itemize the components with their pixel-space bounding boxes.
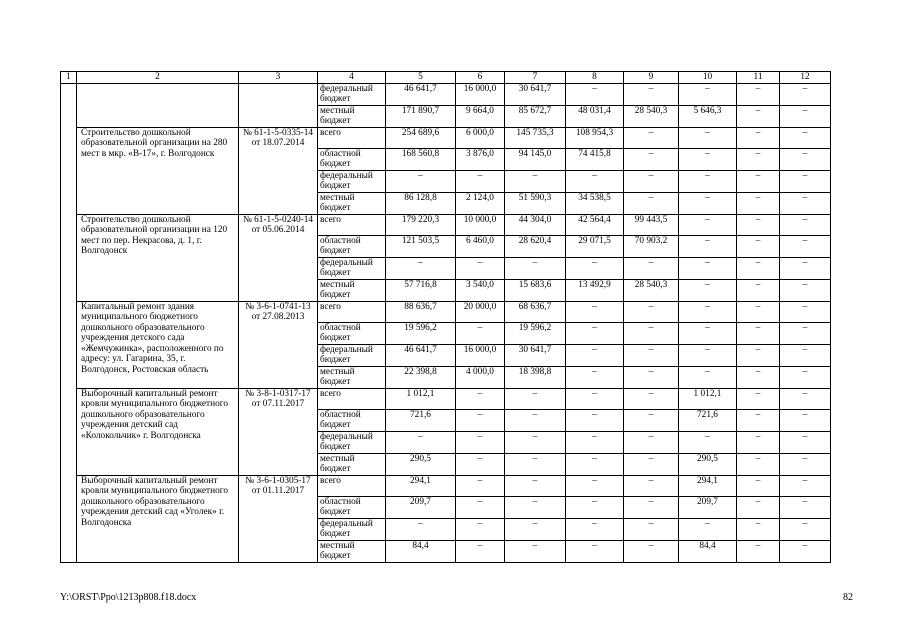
amount-cell: 28 620,4 bbox=[505, 235, 566, 257]
amount-cell: 179 220,3 bbox=[386, 214, 456, 235]
amount-cell: – bbox=[624, 83, 679, 105]
object-name-cell: Выборочный капитальный ремонт кровли муниципального бюджетного дошкольного образовательного учреждения детский сад «Уголек» г. Волгодонска bbox=[77, 475, 239, 562]
funding-source-cell: федеральный бюджет bbox=[318, 257, 386, 279]
amount-cell: – bbox=[386, 431, 456, 453]
amount-cell: – bbox=[780, 475, 831, 496]
amount-cell: 209,7 bbox=[679, 496, 737, 518]
amount-cell: 145 735,3 bbox=[505, 127, 566, 148]
amount-cell: 42 564,4 bbox=[566, 214, 624, 235]
amount-cell: – bbox=[624, 518, 679, 540]
amount-cell: – bbox=[780, 214, 831, 235]
amount-cell: – bbox=[780, 127, 831, 148]
amount-cell: – bbox=[566, 388, 624, 409]
amount-cell: – bbox=[737, 257, 780, 279]
amount-cell: – bbox=[505, 431, 566, 453]
amount-cell: 88 636,7 bbox=[386, 301, 456, 322]
table-row bbox=[61, 301, 831, 322]
funding-source-cell: федеральный бюджет bbox=[318, 344, 386, 366]
amount-cell: 29 071,5 bbox=[566, 235, 624, 257]
amount-cell: – bbox=[566, 322, 624, 344]
amount-cell: – bbox=[780, 192, 831, 214]
amount-cell: 6 000,0 bbox=[456, 127, 505, 148]
amount-cell: – bbox=[624, 453, 679, 475]
amount-cell: 48 031,4 bbox=[566, 105, 624, 127]
amount-cell: – bbox=[737, 235, 780, 257]
amount-cell: – bbox=[780, 344, 831, 366]
amount-cell: – bbox=[386, 518, 456, 540]
funding-source-cell: федеральный бюджет bbox=[318, 431, 386, 453]
funding-source-cell: всего bbox=[318, 214, 386, 235]
table-row bbox=[61, 83, 831, 105]
amount-cell: – bbox=[737, 388, 780, 409]
amount-cell: 94 145,0 bbox=[505, 148, 566, 170]
amount-cell: – bbox=[566, 257, 624, 279]
amount-cell: – bbox=[737, 496, 780, 518]
amount-cell: – bbox=[624, 496, 679, 518]
amount-cell: 28 540,3 bbox=[624, 105, 679, 127]
table-body bbox=[61, 72, 831, 563]
amount-cell: – bbox=[456, 518, 505, 540]
table-row bbox=[61, 214, 831, 235]
column-number: 2 bbox=[77, 72, 239, 84]
amount-cell: – bbox=[780, 366, 831, 388]
funding-source-cell: местный бюджет bbox=[318, 453, 386, 475]
amount-cell: – bbox=[679, 366, 737, 388]
amount-cell: 171 890,7 bbox=[386, 105, 456, 127]
amount-cell: – bbox=[456, 322, 505, 344]
amount-cell: 4 000,0 bbox=[456, 366, 505, 388]
amount-cell: – bbox=[566, 366, 624, 388]
amount-cell: – bbox=[737, 105, 780, 127]
amount-cell: 85 672,7 bbox=[505, 105, 566, 127]
amount-cell: 5 646,3 bbox=[679, 105, 737, 127]
amount-cell: – bbox=[780, 453, 831, 475]
amount-cell: 294,1 bbox=[679, 475, 737, 496]
column-number: 9 bbox=[624, 72, 679, 84]
object-name-cell: Строительство дошкольной образовательной организации на 120 мест по пер. Некрасова, д. 1, г. Волгодонск bbox=[77, 214, 239, 301]
amount-cell: – bbox=[386, 170, 456, 192]
amount-cell: – bbox=[780, 518, 831, 540]
funding-source-cell: всего bbox=[318, 127, 386, 148]
column-number: 7 bbox=[505, 72, 566, 84]
amount-cell: – bbox=[780, 83, 831, 105]
amount-cell: – bbox=[456, 409, 505, 431]
funding-source-cell: местный бюджет bbox=[318, 279, 386, 301]
object-name-cell: Выборочный капитальный ремонт кровли муниципального бюджетного дошкольного образовательного учреждения детский сад «Колокольчик» г. Волгодонска bbox=[77, 388, 239, 475]
amount-cell: – bbox=[780, 279, 831, 301]
amount-cell: – bbox=[737, 170, 780, 192]
amount-cell: – bbox=[737, 148, 780, 170]
column-number: 1 bbox=[61, 72, 77, 84]
amount-cell: 13 492,9 bbox=[566, 279, 624, 301]
amount-cell: – bbox=[624, 127, 679, 148]
amount-cell: 290,5 bbox=[679, 453, 737, 475]
funding-source-cell: федеральный бюджет bbox=[318, 83, 386, 105]
amount-cell: – bbox=[737, 127, 780, 148]
amount-cell: 84,4 bbox=[386, 540, 456, 562]
amount-cell: – bbox=[566, 170, 624, 192]
amount-cell: 6 460,0 bbox=[456, 235, 505, 257]
amount-cell: 19 596,2 bbox=[386, 322, 456, 344]
amount-cell: – bbox=[737, 431, 780, 453]
amount-cell: 20 000,0 bbox=[456, 301, 505, 322]
amount-cell: – bbox=[780, 431, 831, 453]
amount-cell: – bbox=[505, 518, 566, 540]
amount-cell: – bbox=[505, 409, 566, 431]
amount-cell: – bbox=[456, 453, 505, 475]
amount-cell: – bbox=[624, 540, 679, 562]
amount-cell: – bbox=[456, 170, 505, 192]
amount-cell: – bbox=[624, 388, 679, 409]
amount-cell: 290,5 bbox=[386, 453, 456, 475]
amount-cell: 74 415,8 bbox=[566, 148, 624, 170]
amount-cell: 294,1 bbox=[386, 475, 456, 496]
amount-cell: – bbox=[566, 518, 624, 540]
column-number: 8 bbox=[566, 72, 624, 84]
amount-cell: – bbox=[566, 540, 624, 562]
amount-cell: 10 000,0 bbox=[456, 214, 505, 235]
amount-cell: 19 596,2 bbox=[505, 322, 566, 344]
amount-cell: – bbox=[624, 344, 679, 366]
funding-source-cell: областной бюджет bbox=[318, 235, 386, 257]
amount-cell: – bbox=[566, 496, 624, 518]
amount-cell: – bbox=[780, 105, 831, 127]
registration-number-cell: № 61-1-5-0240-14 от 05.06.2014 bbox=[239, 214, 318, 301]
table-row bbox=[61, 127, 831, 148]
amount-cell: – bbox=[780, 301, 831, 322]
object-name-cell bbox=[77, 83, 239, 127]
amount-cell: – bbox=[737, 214, 780, 235]
amount-cell: – bbox=[566, 475, 624, 496]
column-number: 12 bbox=[780, 72, 831, 84]
amount-cell: 28 540,3 bbox=[624, 279, 679, 301]
budget-table bbox=[60, 71, 831, 563]
funding-source-cell: областной бюджет bbox=[318, 322, 386, 344]
column-number: 3 bbox=[239, 72, 318, 84]
amount-cell: – bbox=[780, 540, 831, 562]
amount-cell: – bbox=[679, 322, 737, 344]
amount-cell: – bbox=[505, 453, 566, 475]
amount-cell: – bbox=[737, 279, 780, 301]
amount-cell: – bbox=[624, 431, 679, 453]
amount-cell: – bbox=[566, 453, 624, 475]
amount-cell: – bbox=[737, 453, 780, 475]
amount-cell: 16 000,0 bbox=[456, 344, 505, 366]
amount-cell: 46 641,7 bbox=[386, 83, 456, 105]
column-number: 6 bbox=[456, 72, 505, 84]
document-file-path: Y:\ORST\Ppo\1213p808.f18.docx bbox=[60, 592, 197, 603]
amount-cell: – bbox=[780, 322, 831, 344]
amount-cell: – bbox=[679, 192, 737, 214]
amount-cell: – bbox=[566, 409, 624, 431]
registration-number-cell: № 3-8-1-0317-17 от 07.11.2017 bbox=[239, 388, 318, 475]
amount-cell: 121 503,5 bbox=[386, 235, 456, 257]
amount-cell: 70 903,2 bbox=[624, 235, 679, 257]
object-name-cell: Капитальный ремонт здания муниципального бюджетного дошкольного образовательного учреждения детского сада «Жемчужинка», расположенного по адресу: ул. Гагарина, 35, г. Волгодонск, Ростовская область bbox=[77, 301, 239, 388]
amount-cell: – bbox=[679, 170, 737, 192]
amount-cell: 34 538,5 bbox=[566, 192, 624, 214]
amount-cell: 22 398,8 bbox=[386, 366, 456, 388]
amount-cell: – bbox=[456, 257, 505, 279]
column-number: 10 bbox=[679, 72, 737, 84]
amount-cell: – bbox=[780, 235, 831, 257]
amount-cell: – bbox=[456, 496, 505, 518]
amount-cell: – bbox=[505, 170, 566, 192]
amount-cell: 46 641,7 bbox=[386, 344, 456, 366]
funding-source-cell: всего bbox=[318, 475, 386, 496]
amount-cell: – bbox=[566, 83, 624, 105]
amount-cell: 2 124,0 bbox=[456, 192, 505, 214]
amount-cell: – bbox=[780, 409, 831, 431]
amount-cell: – bbox=[624, 192, 679, 214]
amount-cell: – bbox=[679, 301, 737, 322]
amount-cell: – bbox=[679, 148, 737, 170]
amount-cell: – bbox=[679, 518, 737, 540]
amount-cell: 16 000,0 bbox=[456, 83, 505, 105]
amount-cell: 3 540,0 bbox=[456, 279, 505, 301]
amount-cell: – bbox=[505, 540, 566, 562]
column-number: 5 bbox=[386, 72, 456, 84]
row-number-cell bbox=[61, 83, 77, 562]
funding-source-cell: местный бюджет bbox=[318, 366, 386, 388]
amount-cell: – bbox=[505, 257, 566, 279]
amount-cell: 254 689,6 bbox=[386, 127, 456, 148]
table-row bbox=[61, 388, 831, 409]
amount-cell: – bbox=[566, 301, 624, 322]
amount-cell: – bbox=[679, 214, 737, 235]
funding-source-cell: местный бюджет bbox=[318, 105, 386, 127]
amount-cell: – bbox=[624, 409, 679, 431]
amount-cell: – bbox=[624, 148, 679, 170]
amount-cell: – bbox=[737, 475, 780, 496]
amount-cell: 1 012,1 bbox=[386, 388, 456, 409]
amount-cell: – bbox=[386, 257, 456, 279]
amount-cell: 99 443,5 bbox=[624, 214, 679, 235]
table-row bbox=[61, 475, 831, 496]
amount-cell: 86 128,8 bbox=[386, 192, 456, 214]
amount-cell: – bbox=[737, 518, 780, 540]
page-number: 82 bbox=[843, 592, 853, 603]
amount-cell: – bbox=[780, 257, 831, 279]
funding-source-cell: федеральный бюджет bbox=[318, 518, 386, 540]
amount-cell: – bbox=[624, 366, 679, 388]
amount-cell: – bbox=[456, 475, 505, 496]
funding-source-cell: областной бюджет bbox=[318, 496, 386, 518]
amount-cell: – bbox=[624, 170, 679, 192]
amount-cell: – bbox=[780, 170, 831, 192]
amount-cell: – bbox=[780, 388, 831, 409]
object-name-cell: Строительство дошкольной образовательной организации на 280 мест в мкр. «В-17», г. Волгодонск bbox=[77, 127, 239, 214]
amount-cell: – bbox=[505, 388, 566, 409]
amount-cell: 18 398,8 bbox=[505, 366, 566, 388]
amount-cell: – bbox=[566, 431, 624, 453]
amount-cell: 3 876,0 bbox=[456, 148, 505, 170]
amount-cell: – bbox=[737, 301, 780, 322]
amount-cell: 108 954,3 bbox=[566, 127, 624, 148]
amount-cell: – bbox=[780, 496, 831, 518]
amount-cell: – bbox=[679, 257, 737, 279]
amount-cell: – bbox=[737, 83, 780, 105]
amount-cell: 9 664,0 bbox=[456, 105, 505, 127]
amount-cell: – bbox=[737, 409, 780, 431]
amount-cell: – bbox=[679, 127, 737, 148]
amount-cell: 1 012,1 bbox=[679, 388, 737, 409]
amount-cell: – bbox=[737, 192, 780, 214]
amount-cell: – bbox=[737, 540, 780, 562]
column-number-row bbox=[61, 72, 831, 84]
amount-cell: – bbox=[456, 388, 505, 409]
amount-cell: – bbox=[679, 279, 737, 301]
funding-source-cell: всего bbox=[318, 301, 386, 322]
amount-cell: – bbox=[624, 257, 679, 279]
amount-cell: – bbox=[679, 431, 737, 453]
amount-cell: – bbox=[505, 475, 566, 496]
registration-number-cell bbox=[239, 83, 318, 127]
amount-cell: – bbox=[456, 431, 505, 453]
funding-source-cell: местный бюджет bbox=[318, 192, 386, 214]
amount-cell: 15 683,6 bbox=[505, 279, 566, 301]
amount-cell: – bbox=[505, 496, 566, 518]
amount-cell: – bbox=[679, 235, 737, 257]
amount-cell: 721,6 bbox=[386, 409, 456, 431]
column-number: 11 bbox=[737, 72, 780, 84]
funding-source-cell: местный бюджет bbox=[318, 540, 386, 562]
amount-cell: – bbox=[679, 344, 737, 366]
amount-cell: – bbox=[679, 83, 737, 105]
registration-number-cell: № 61-1-5-0335-14 от 18.07.2014 bbox=[239, 127, 318, 214]
amount-cell: – bbox=[737, 366, 780, 388]
amount-cell: 721,6 bbox=[679, 409, 737, 431]
amount-cell: – bbox=[624, 322, 679, 344]
amount-cell: 30 641,7 bbox=[505, 344, 566, 366]
amount-cell: – bbox=[780, 148, 831, 170]
amount-cell: – bbox=[456, 540, 505, 562]
amount-cell: – bbox=[737, 344, 780, 366]
funding-source-cell: областной бюджет bbox=[318, 409, 386, 431]
funding-source-cell: всего bbox=[318, 388, 386, 409]
registration-number-cell: № 3-6-1-0741-13 от 27.08.2013 bbox=[239, 301, 318, 388]
amount-cell: 51 590,3 bbox=[505, 192, 566, 214]
amount-cell: – bbox=[737, 322, 780, 344]
amount-cell: – bbox=[566, 344, 624, 366]
funding-source-cell: федеральный бюджет bbox=[318, 170, 386, 192]
amount-cell: 209,7 bbox=[386, 496, 456, 518]
amount-cell: 68 636,7 bbox=[505, 301, 566, 322]
amount-cell: 44 304,0 bbox=[505, 214, 566, 235]
amount-cell: 84,4 bbox=[679, 540, 737, 562]
registration-number-cell: № 3-6-1-0305-17 от 01.11.2017 bbox=[239, 475, 318, 562]
amount-cell: 168 560,8 bbox=[386, 148, 456, 170]
amount-cell: 30 641,7 bbox=[505, 83, 566, 105]
amount-cell: – bbox=[624, 301, 679, 322]
funding-source-cell: областной бюджет bbox=[318, 148, 386, 170]
column-number: 4 bbox=[318, 72, 386, 84]
amount-cell: – bbox=[624, 475, 679, 496]
amount-cell: 57 716,8 bbox=[386, 279, 456, 301]
